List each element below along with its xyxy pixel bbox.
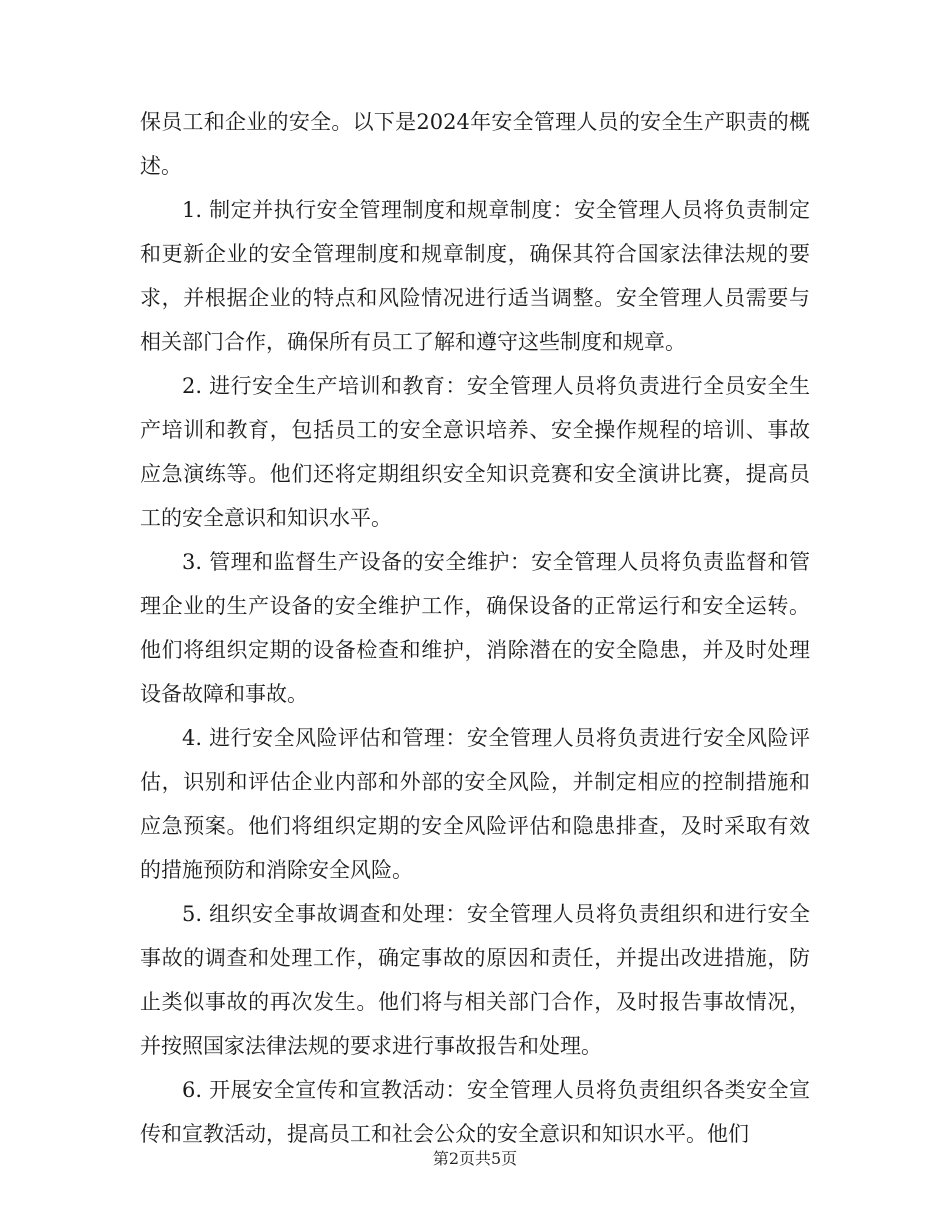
duty-item-5: 5. 组织安全事故调查和处理：安全管理人员将负责组织和进行安全事故的调查和处理工作，确定事故的原因和责任，并提出改进措施，防止类似事故的再次发生。他们将与相关部门合作，及时报告事故情况，并按照国家法律法规的要求进行事故报告和处理。 bbox=[140, 902, 810, 1058]
duty-item-2: 2. 进行安全生产培训和教育：安全管理人员将负责进行全员安全生产培训和教育，包括员工的安全意识培养、安全操作规程的培训、事故应急演练等。他们还将定期组织安全知识竞赛和安全演讲比赛，提高员工的安全意识和知识水平。 bbox=[140, 374, 810, 530]
document-body bbox=[140, 100, 810, 1156]
duty-item-1: 1. 制定并执行安全管理制度和规章制度：安全管理人员将负责制定和更新企业的安全管理制度和规章制度，确保其符合国家法律法规的要求，并根据企业的特点和风险情况进行适当调整。安全管理人员需要与相关部门合作，确保所有员工了解和遵守这些制度和规章。 bbox=[140, 198, 810, 354]
duty-item-4: 4. 进行安全风险评估和管理：安全管理人员将负责进行安全风险评估，识别和评估企业内部和外部的安全风险，并制定相应的控制措施和应急预案。他们将组织定期的安全风险评估和隐患排查，及时采取有效的措施预防和消除安全风险。 bbox=[140, 726, 810, 882]
duty-item-6: 6. 开展安全宣传和宣教活动：安全管理人员将负责组织各类安全宣传和宣教活动，提高员工和社会公众的安全意识和知识水平。他们 bbox=[140, 1078, 810, 1146]
duty-item-3: 3. 管理和监督生产设备的安全维护：安全管理人员将负责监督和管理企业的生产设备的安全维护工作，确保设备的正常运行和安全运转。他们将组织定期的设备检查和维护，消除潜在的安全隐患，并及时处理设备故障和事故。 bbox=[140, 550, 810, 706]
intro-paragraph: 保员工和企业的安全。以下是2024年安全管理人员的安全生产职责的概述。 bbox=[140, 110, 810, 178]
page-number-footer: 第2页共5页 bbox=[432, 1149, 518, 1168]
